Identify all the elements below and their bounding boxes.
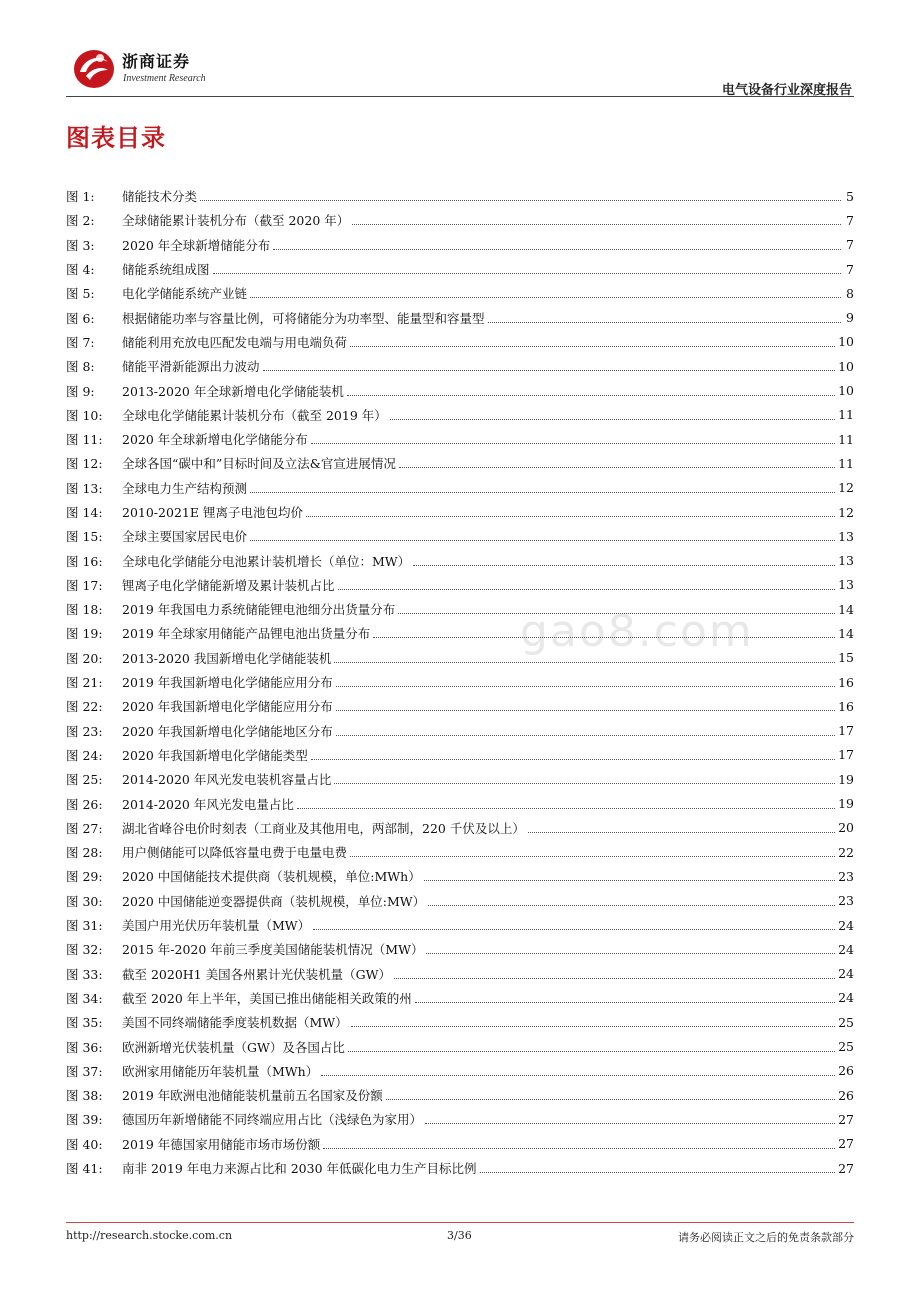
toc-entry-page: 14 xyxy=(838,625,854,641)
toc-dot-leader xyxy=(390,419,835,420)
toc-entry-label: 图 30: xyxy=(66,893,103,909)
toc-entry-label: 图 40: xyxy=(66,1136,103,1152)
toc-entry-text: 2020 年全球新增电化学储能分布 xyxy=(122,432,308,448)
toc-entry[interactable] xyxy=(66,378,854,402)
toc-dot-leader xyxy=(426,953,835,954)
toc-dot-leader xyxy=(311,443,835,444)
toc-entry-label: 图 26: xyxy=(66,796,103,812)
watermark: gao8.com xyxy=(520,606,754,657)
toc-entry[interactable] xyxy=(66,621,854,645)
toc-entry-text: 截至 2020 年上半年，美国已推出储能相关政策的州 xyxy=(122,990,412,1006)
toc-entry-page: 11 xyxy=(838,431,854,447)
toc-entry[interactable] xyxy=(66,670,854,694)
toc-entry-page: 16 xyxy=(838,698,854,714)
toc-entry-label: 图 35: xyxy=(66,1015,103,1031)
toc-entry[interactable] xyxy=(66,889,854,913)
page-number: 3/36 xyxy=(447,1229,472,1242)
toc-entry-text: 美国户用光伏历年装机量（MW） xyxy=(122,918,311,934)
toc-entry-page: 10 xyxy=(838,334,854,350)
toc-entry-label: 图 28: xyxy=(66,845,103,861)
toc-dot-leader xyxy=(399,467,835,468)
toc-entry-text: 2019 年德国家用储能市场市场份额 xyxy=(122,1136,321,1152)
toc-entry[interactable] xyxy=(66,548,854,572)
toc-entry-page: 9 xyxy=(846,310,854,326)
toc-entry[interactable] xyxy=(66,257,854,281)
toc-entry[interactable] xyxy=(66,403,854,427)
toc-entry[interactable] xyxy=(66,864,854,888)
toc-entry-text: 全球电化学储能累计装机分布（截至 2019 年） xyxy=(122,407,387,423)
toc-entry[interactable] xyxy=(66,1010,854,1034)
toc-entry-page: 27 xyxy=(838,1136,854,1152)
toc-entry-page: 23 xyxy=(838,893,854,909)
toc-dot-leader xyxy=(373,637,835,638)
toc-entry-text: 2015 年-2020 年前三季度美国储能装机情况（MW） xyxy=(122,942,424,958)
toc-dot-leader xyxy=(480,1172,836,1173)
toc-dot-leader xyxy=(336,686,835,687)
toc-entry-label: 图 33: xyxy=(66,966,103,982)
toc-entry-label: 图 32: xyxy=(66,942,103,958)
footer-disclaimer: 请务必阅读正文之后的免责条款部分 xyxy=(678,1231,854,1244)
toc-entry-text: 全球储能累计装机分布（截至 2020 年） xyxy=(122,213,350,229)
toc-entry-label: 图 10: xyxy=(66,407,103,423)
toc-entry[interactable] xyxy=(66,184,854,208)
toc-entry-text: 欧洲新增光伏装机量（GW）及各国占比 xyxy=(122,1039,345,1055)
toc-entry-text: 欧洲家用储能历年装机量（MWh） xyxy=(122,1063,319,1079)
toc-list xyxy=(66,184,854,1180)
toc-entry[interactable] xyxy=(66,573,854,597)
toc-entry[interactable] xyxy=(66,597,854,621)
toc-entry[interactable] xyxy=(66,1083,854,1107)
toc-entry-text: 2014-2020 年风光发电量占比 xyxy=(122,796,294,812)
toc-entry[interactable] xyxy=(66,646,854,670)
toc-entry-text: 湖北省峰谷电价时刻表（工商业及其他用电，两部制，220 千伏及以上） xyxy=(122,820,525,836)
toc-entry-text: 储能技术分类 xyxy=(122,189,198,205)
toc-entry-page: 13 xyxy=(838,577,854,593)
toc-entry-text: 2020 年我国新增电化学储能地区分布 xyxy=(122,723,333,739)
toc-entry[interactable] xyxy=(66,305,854,329)
toc-entry[interactable] xyxy=(66,791,854,815)
toc-entry[interactable] xyxy=(66,1132,854,1156)
toc-entry[interactable] xyxy=(66,694,854,718)
toc-entry-label: 图 11: xyxy=(66,432,103,448)
toc-entry-text: 2019 年欧洲电池储能装机量前五名国家及份额 xyxy=(122,1088,383,1104)
toc-entry-text: 德国历年新增储能不同终端应用占比（浅绿色为家用） xyxy=(122,1112,423,1128)
toc-dot-leader xyxy=(424,880,835,881)
toc-entry-label: 图 5: xyxy=(66,286,95,302)
toc-entry-label: 图 21: xyxy=(66,675,103,691)
toc-dot-leader xyxy=(334,662,835,663)
toc-entry-label: 图 4: xyxy=(66,262,95,278)
toc-entry[interactable] xyxy=(66,1156,854,1180)
toc-dot-leader xyxy=(297,808,835,809)
toc-title: 图表目录 xyxy=(66,124,166,152)
footer-url[interactable]: http://research.stocke.com.cn xyxy=(66,1229,233,1242)
toc-entry-page: 16 xyxy=(838,674,854,690)
toc-entry-page: 10 xyxy=(838,383,854,399)
toc-entry-text: 根据储能功率与容量比例，可将储能分为功率型、能量型和容量型 xyxy=(122,310,485,326)
toc-dot-leader xyxy=(250,492,835,493)
toc-entry[interactable] xyxy=(66,840,854,864)
toc-dot-leader xyxy=(200,200,841,201)
toc-entry[interactable] xyxy=(66,767,854,791)
toc-entry[interactable] xyxy=(66,427,854,451)
toc-entry-page: 17 xyxy=(838,747,854,763)
toc-entry-text: 2020 中国储能逆变器提供商（装机规模，单位:MW） xyxy=(122,893,426,909)
toc-dot-leader xyxy=(347,395,835,396)
toc-entry-label: 图 31: xyxy=(66,918,103,934)
toc-dot-leader xyxy=(306,516,835,517)
toc-entry-page: 7 xyxy=(846,212,854,228)
toc-dot-leader xyxy=(321,1075,835,1076)
toc-dot-leader xyxy=(323,1148,835,1149)
toc-entry-text: 全球主要国家居民电价 xyxy=(122,529,248,545)
toc-entry-text: 2010-2021E 锂离子电池包均价 xyxy=(122,505,303,520)
toc-entry-text: 锂离子电化学储能新增及累计装机占比 xyxy=(122,577,335,593)
toc-entry-label: 图 41: xyxy=(66,1161,103,1177)
page-header xyxy=(66,40,854,98)
toc-dot-leader xyxy=(350,856,835,857)
toc-entry-page: 24 xyxy=(838,917,854,933)
toc-entry-page: 7 xyxy=(846,237,854,253)
toc-entry-text: 储能平滑新能源出力波动 xyxy=(122,359,260,375)
toc-dot-leader xyxy=(273,249,841,250)
toc-dot-leader xyxy=(336,710,835,711)
toc-dot-leader xyxy=(250,297,841,298)
toc-entry-page: 22 xyxy=(838,844,854,860)
toc-dot-leader xyxy=(428,905,835,906)
toc-dot-leader xyxy=(338,589,836,590)
toc-entry[interactable] xyxy=(66,743,854,767)
toc-entry[interactable] xyxy=(66,913,854,937)
toc-entry-page: 19 xyxy=(838,796,854,812)
toc-entry-text: 南非 2019 年电力来源占比和 2030 年低碳化电力生产目标比例 xyxy=(122,1161,477,1177)
toc-dot-leader xyxy=(386,1099,835,1100)
toc-dot-leader xyxy=(415,1002,835,1003)
toc-entry-text: 2020 中国储能技术提供商（装机规模，单位:MWh） xyxy=(122,869,421,885)
toc-dot-leader xyxy=(352,224,841,225)
toc-dot-leader xyxy=(351,1026,835,1027)
brand-name-en: Investment Research xyxy=(123,73,206,84)
toc-entry-page: 24 xyxy=(838,941,854,957)
toc-entry[interactable] xyxy=(66,962,854,986)
toc-dot-leader xyxy=(334,783,835,784)
toc-entry-page: 20 xyxy=(838,820,854,836)
toc-entry[interactable] xyxy=(66,1034,854,1058)
report-title: 电气设备行业深度报告 xyxy=(721,83,852,98)
toc-dot-leader xyxy=(488,322,841,323)
toc-dot-leader xyxy=(213,273,841,274)
toc-dot-leader xyxy=(311,759,835,760)
toc-entry[interactable] xyxy=(66,937,854,961)
toc-dot-leader xyxy=(313,929,835,930)
toc-entry-page: 14 xyxy=(838,601,854,617)
toc-entry-text: 电化学储能系统产业链 xyxy=(122,286,248,302)
header-divider xyxy=(66,96,854,97)
toc-entry-text: 2019 年我国新增电化学储能应用分布 xyxy=(122,675,333,691)
toc-entry-page: 26 xyxy=(838,1063,854,1079)
footer-divider xyxy=(66,1222,854,1223)
toc-entry[interactable] xyxy=(66,451,854,475)
toc-entry-text: 截至 2020H1 美国各州累计光伏装机量（GW） xyxy=(122,966,391,982)
toc-entry-label: 图 7: xyxy=(66,334,95,350)
toc-entry-text: 2019 年全球家用储能产品锂电池出货量分布 xyxy=(122,626,371,642)
brand-name-cn: 浙商证券 xyxy=(122,52,191,71)
toc-entry-text: 2019 年我国电力系统储能锂电池细分出货量分布 xyxy=(122,602,396,618)
toc-entry-label: 图 14: xyxy=(66,505,103,520)
toc-dot-leader xyxy=(425,1123,835,1124)
toc-entry[interactable] xyxy=(66,500,854,524)
toc-dot-leader xyxy=(528,832,835,833)
toc-entry-page: 11 xyxy=(838,455,854,471)
toc-entry-text: 2014-2020 年风光发电装机容量占比 xyxy=(122,772,332,788)
toc-entry-text: 全球电化学储能分电池累计装机增长（单位：MW） xyxy=(122,553,411,569)
toc-entry-page: 10 xyxy=(838,358,854,374)
toc-entry[interactable] xyxy=(66,1107,854,1131)
toc-entry[interactable] xyxy=(66,354,854,378)
toc-dot-leader xyxy=(348,1051,835,1052)
toc-dot-leader xyxy=(350,346,835,347)
toc-dot-leader xyxy=(336,735,835,736)
toc-dot-leader xyxy=(398,613,835,614)
toc-entry-text: 全球各国“碳中和”目标时间及立法&官宣进展情况 xyxy=(122,456,396,472)
toc-dot-leader xyxy=(413,565,835,566)
toc-entry-label: 图 9: xyxy=(66,383,95,399)
toc-entry-label: 图 2: xyxy=(66,213,95,229)
toc-entry-page: 19 xyxy=(838,771,854,787)
toc-entry[interactable] xyxy=(66,476,854,500)
toc-entry-label: 图 20: xyxy=(66,650,103,666)
toc-entry-label: 图 38: xyxy=(66,1088,103,1104)
toc-entry-page: 23 xyxy=(838,868,854,884)
toc-entry-page: 7 xyxy=(846,261,854,277)
toc-entry-text: 2013-2020 年全球新增电化学储能装机 xyxy=(122,383,344,399)
toc-entry[interactable] xyxy=(66,816,854,840)
toc-dot-leader xyxy=(263,370,836,371)
toc-entry-label: 图 19: xyxy=(66,626,103,642)
toc-entry-label: 图 1: xyxy=(66,189,95,205)
toc-entry-page: 27 xyxy=(838,1160,854,1176)
toc-entry-label: 图 27: xyxy=(66,820,103,836)
toc-entry-text: 储能系统组成图 xyxy=(122,262,210,278)
toc-entry[interactable] xyxy=(66,719,854,743)
toc-entry-page: 8 xyxy=(846,285,854,301)
toc-entry-label: 图 24: xyxy=(66,747,103,763)
toc-entry-label: 图 22: xyxy=(66,699,103,715)
toc-entry[interactable] xyxy=(66,233,854,257)
toc-entry-page: 5 xyxy=(846,188,854,204)
toc-entry-text: 2020 年全球新增储能分布 xyxy=(122,237,271,253)
toc-entry-label: 图 18: xyxy=(66,602,103,618)
toc-entry-label: 图 37: xyxy=(66,1063,103,1079)
toc-entry[interactable] xyxy=(66,208,854,232)
toc-entry-label: 图 23: xyxy=(66,723,103,739)
toc-entry-text: 储能利用充放电匹配发电端与用电端负荷 xyxy=(122,334,348,350)
toc-entry-label: 图 8: xyxy=(66,359,95,375)
toc-entry-label: 图 15: xyxy=(66,529,103,545)
toc-entry-label: 图 25: xyxy=(66,772,103,788)
toc-entry-label: 图 12: xyxy=(66,456,103,472)
toc-entry-text: 用户侧储能可以降低容量电费于电量电费 xyxy=(122,845,348,861)
toc-entry-page: 25 xyxy=(838,1039,854,1055)
toc-entry-label: 图 16: xyxy=(66,553,103,569)
toc-entry-label: 图 39: xyxy=(66,1112,103,1128)
toc-entry-text: 美国不同终端储能季度装机数据（MW） xyxy=(122,1015,348,1031)
toc-entry-page: 15 xyxy=(838,650,854,666)
toc-dot-leader xyxy=(250,540,835,541)
toc-entry-label: 图 13: xyxy=(66,480,103,496)
toc-entry-label: 图 6: xyxy=(66,310,95,326)
toc-entry-page: 27 xyxy=(838,1111,854,1127)
toc-entry-page: 17 xyxy=(838,723,854,739)
toc-entry-page: 12 xyxy=(838,504,854,520)
toc-entry[interactable] xyxy=(66,524,854,548)
toc-entry-page: 24 xyxy=(838,990,854,1006)
toc-entry-page: 13 xyxy=(838,528,854,544)
toc-entry-text: 2013-2020 我国新增电化学储能装机 xyxy=(122,650,332,666)
toc-dot-leader xyxy=(394,978,835,979)
toc-entry-page: 13 xyxy=(838,553,854,569)
toc-entry[interactable] xyxy=(66,986,854,1010)
toc-entry-page: 12 xyxy=(838,480,854,496)
toc-entry-label: 图 36: xyxy=(66,1039,103,1055)
toc-entry-page: 25 xyxy=(838,1014,854,1030)
toc-entry-label: 图 29: xyxy=(66,869,103,885)
toc-entry-label: 图 34: xyxy=(66,990,103,1006)
toc-entry-text: 全球电力生产结构预测 xyxy=(122,480,248,496)
toc-entry[interactable] xyxy=(66,330,854,354)
toc-entry-page: 24 xyxy=(838,966,854,982)
toc-entry-label: 图 3: xyxy=(66,237,95,253)
toc-entry[interactable] xyxy=(66,281,854,305)
toc-entry-page: 11 xyxy=(838,407,854,423)
toc-entry-text: 2020 年我国新增电化学储能应用分布 xyxy=(122,699,333,715)
toc-entry-text: 2020 年我国新增电化学储能类型 xyxy=(122,747,308,763)
toc-entry-label: 图 17: xyxy=(66,577,103,593)
toc-entry-page: 26 xyxy=(838,1087,854,1103)
toc-entry[interactable] xyxy=(66,1059,854,1083)
zheshang-logo-icon xyxy=(70,44,118,92)
